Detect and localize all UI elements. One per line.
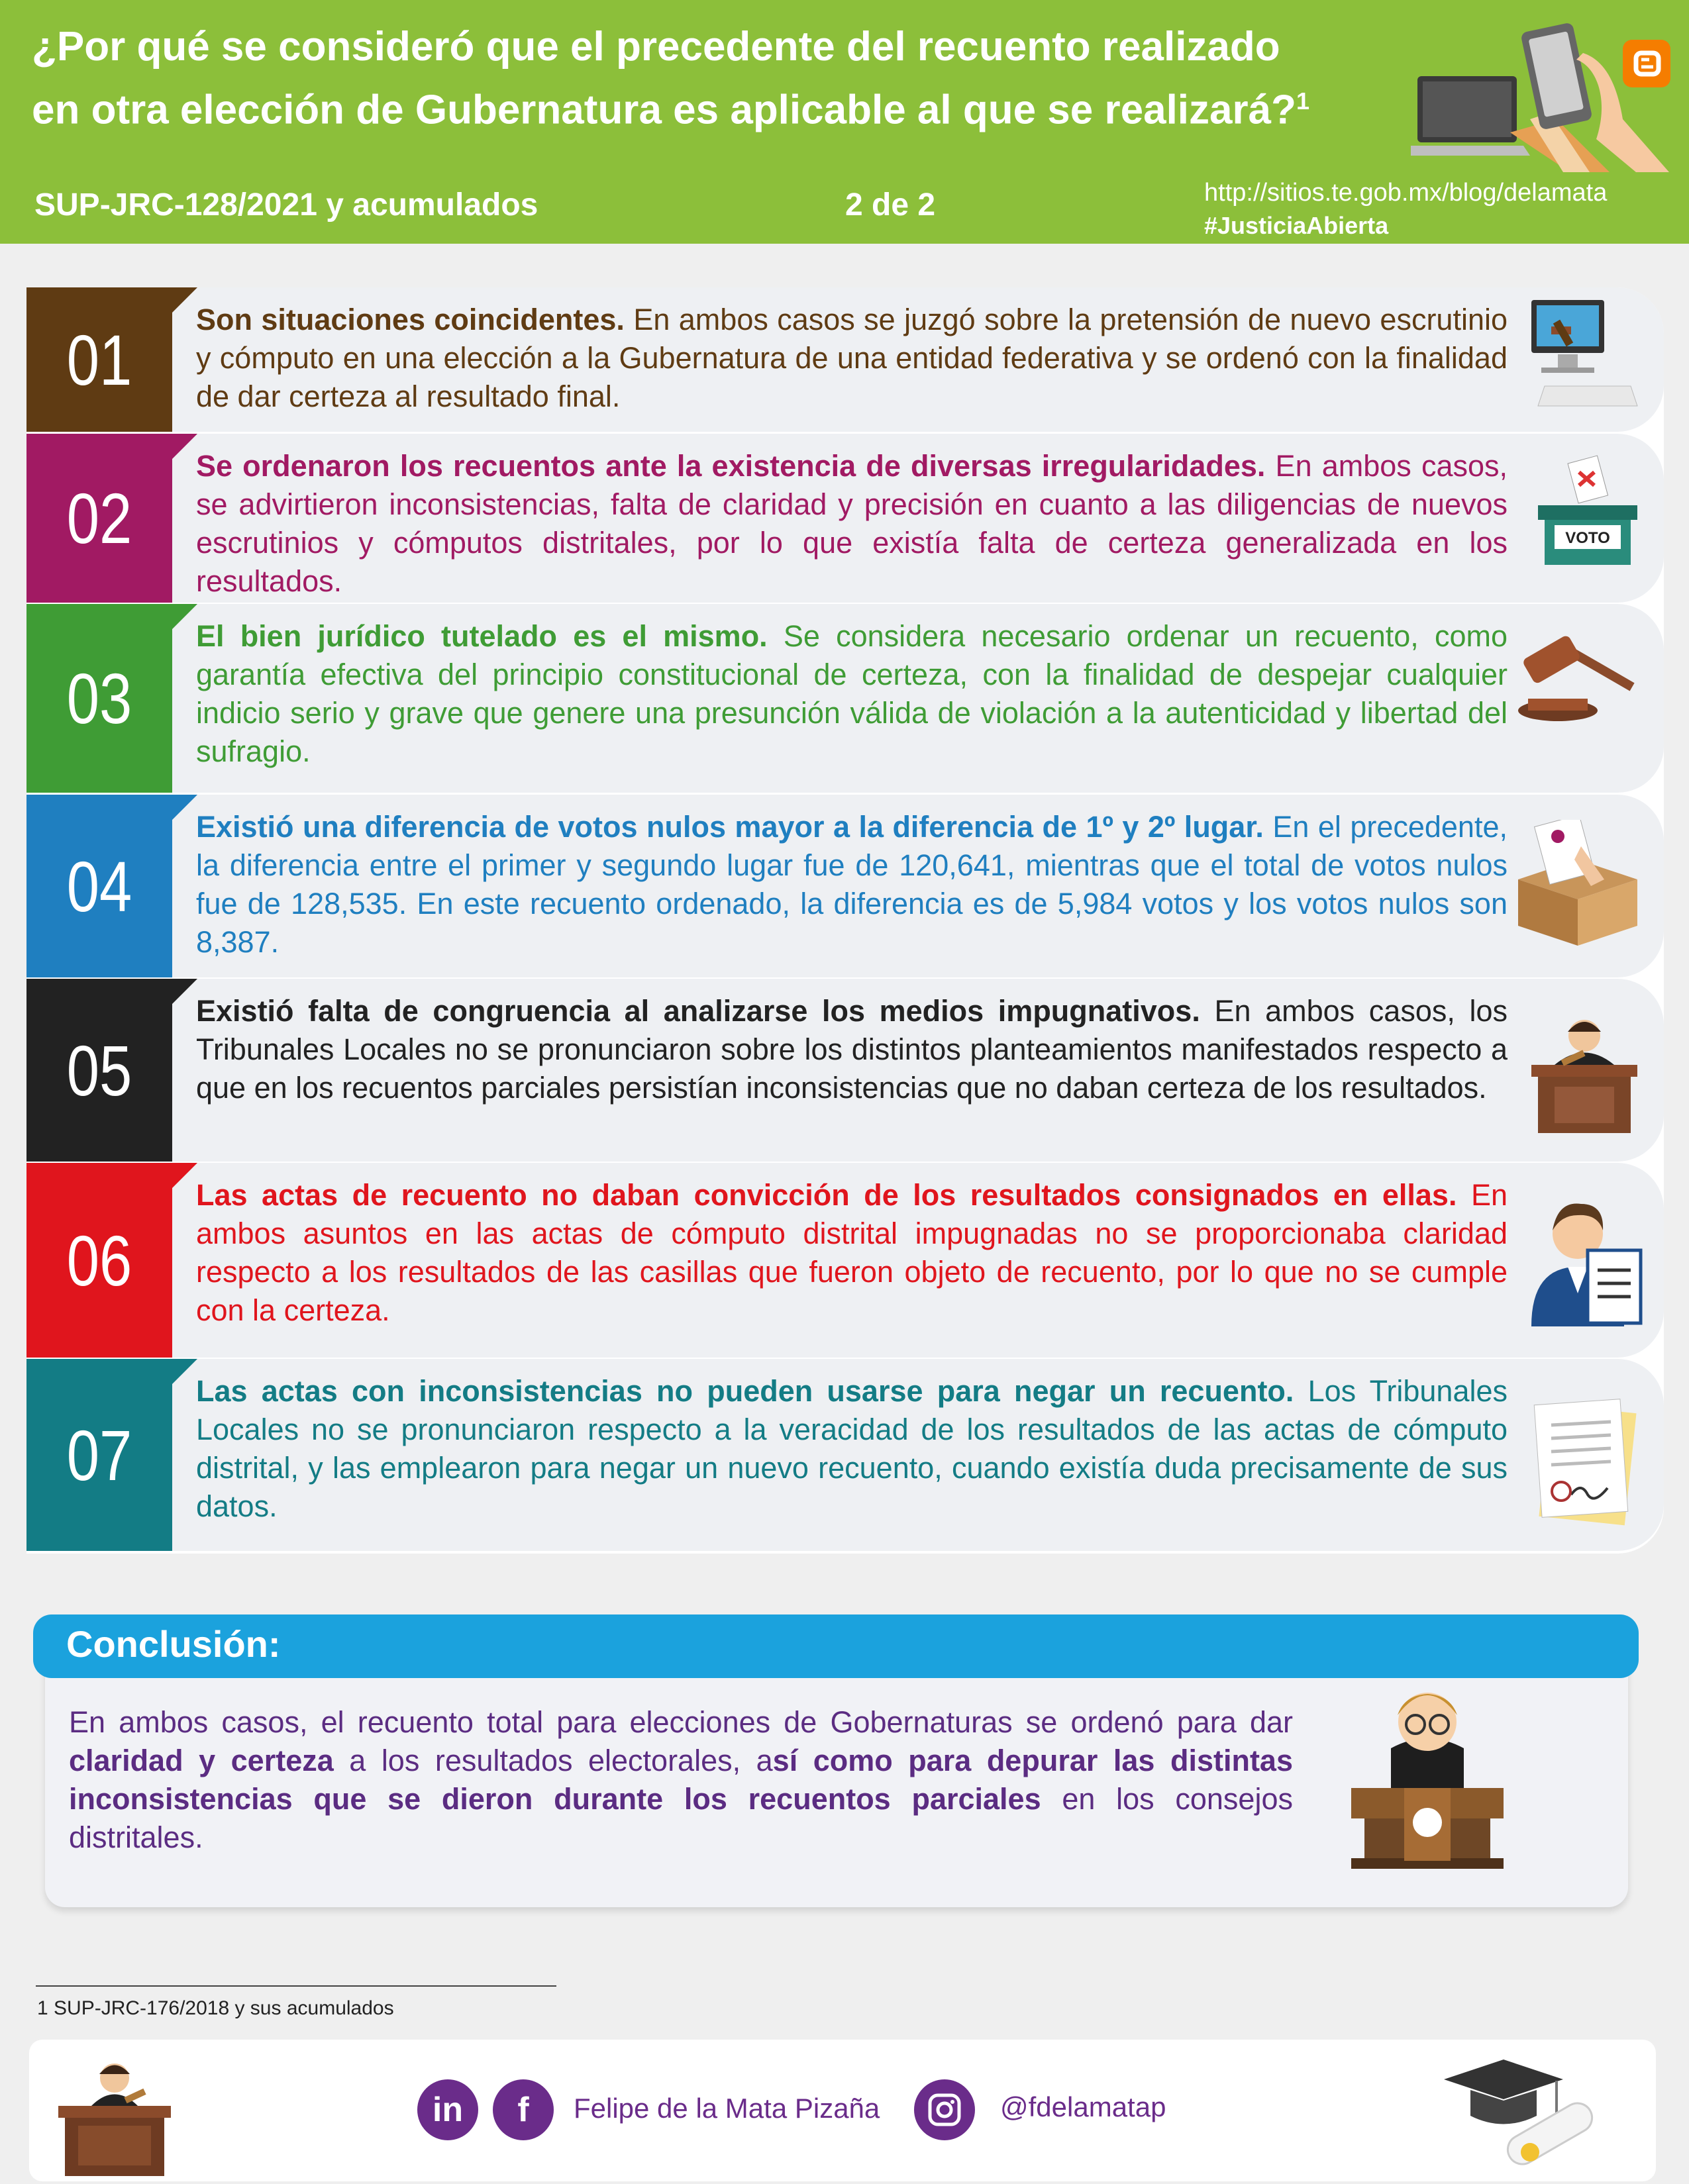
reason-body: En ambos asuntos en las actas de cómputo distrital impugnadas no se proporcionaba claridad respecto a los resultados de las casillas que fueron objeto de recuento, por lo que no se cumple con la certeza. <box>196 1178 1508 1327</box>
conclusion-bold-1: claridad y certeza <box>69 1744 334 1777</box>
author-name: Felipe de la Mata Pizaña <box>574 2093 880 2124</box>
title-line-2 <box>32 74 1390 138</box>
reason-body: En ambos casos se juzgó sobre la pretensión de nuevo escrutinio y cómputo en una elección a la Gubernatura de una entidad federativa y se ordenó con la finalidad de dar certeza al resultado final. <box>196 303 1508 413</box>
reason-number: 04 <box>66 846 132 926</box>
page-indicator: 2 de 2 <box>845 187 936 223</box>
reason-body: Los Tribunales Locales no se pronunciaron respecto a la veracidad de los resultados de las actas de cómputo distrital, y las emplearon para negar un nuevo recuento, cuando existía duda precisamente de sus datos. <box>196 1374 1508 1523</box>
reason-text <box>196 992 1508 1107</box>
page-title <box>32 20 1390 138</box>
reason-body: Se considera necesario ordenar un recuento, como garantía efectiva del principio constitucional de certeza, con la finalidad de despejar cualquier indicio serio y grave que genere una presunción válida de violación a la autenticidad y libertad del sufragio. <box>196 619 1508 768</box>
graduation-cap-diploma-icon <box>1431 2053 1603 2172</box>
reason-heading: Existió una diferencia de votos nulos mayor a la diferencia de 1º y 2º lugar. <box>196 810 1264 844</box>
reason-text <box>196 617 1508 771</box>
conclusion-text-3: en los consejos distritales. <box>69 1782 1293 1854</box>
corner-fold <box>172 1359 197 1384</box>
reason-row-06 <box>26 1163 1664 1358</box>
gavel-icon <box>1511 632 1644 728</box>
reason-row-03 <box>26 604 1664 793</box>
footnote: 1 SUP-JRC-176/2018 y sus acumulados <box>37 1997 394 2019</box>
conclusion-text-2: a los resultados electorales, a <box>333 1744 773 1777</box>
reason-number: 06 <box>66 1220 132 1301</box>
box-document-icon <box>1505 820 1644 949</box>
ballot-box-icon <box>1531 452 1644 575</box>
reason-number: 05 <box>66 1030 132 1111</box>
corner-fold <box>172 979 197 1004</box>
man-document-icon <box>1525 1194 1644 1330</box>
facebook-icon[interactable]: f <box>493 2079 554 2140</box>
reason-text <box>196 1176 1508 1330</box>
reason-number: 01 <box>66 319 132 400</box>
reason-body: En ambos casos, los Tribunales Locales no se pronunciaron sobre los distintos planteamientos manifestados respecto a que en los recuentos parciales persistían inconsistencias que no daban certeza de los resultados. <box>196 994 1508 1105</box>
reason-text <box>196 1372 1508 1526</box>
corner-fold <box>172 287 197 313</box>
title-line-2-text: en otra elección de Gubernatura es aplicable al que se realizará? <box>32 87 1296 133</box>
conclusion-text <box>69 1703 1293 1857</box>
reason-heading: Existió falta de congruencia al analizarse los medios impugnativos. <box>196 994 1200 1028</box>
hashtag: #JusticiaAbierta <box>1204 212 1389 239</box>
reason-row-05 <box>26 979 1664 1162</box>
reason-body: En el precedente, la diferencia entre el primer y segundo lugar fue de 120,641, mientras que el total de votos nulos fue de 128,535. En este recuento ordenado, la diferencia es de 5,984 votos y los votos nulos son 8,387. <box>196 810 1508 959</box>
computer-gavel-icon <box>1518 293 1644 422</box>
instagram-handle[interactable]: @fdelamatap <box>1000 2091 1166 2122</box>
instagram-icon[interactable] <box>914 2079 975 2140</box>
reason-number: 03 <box>66 658 132 738</box>
judge-podium-icon <box>1351 1675 1504 1874</box>
reason-number: 07 <box>66 1415 132 1495</box>
voto-label: VOTO <box>1565 528 1610 547</box>
reason-heading: Las actas de recuento no daban convicción de los resultados consignados en ellas. <box>196 1178 1457 1212</box>
reason-heading: El bien jurídico tutelado es el mismo. <box>196 619 768 653</box>
reason-heading: Se ordenaron los recuentos ante la existencia de diversas irregularidades. <box>196 449 1266 483</box>
reason-row-02 <box>26 434 1664 603</box>
footnote-marker: 1 <box>1296 87 1310 115</box>
corner-fold <box>172 604 197 629</box>
footnote-divider <box>36 1985 556 1987</box>
corner-fold <box>172 795 197 820</box>
judge-bench-icon <box>1525 1004 1644 1140</box>
conclusion-title: Conclusión: <box>66 1623 281 1665</box>
reason-row-01 <box>26 287 1664 432</box>
signed-documents-icon <box>1525 1389 1644 1531</box>
reason-text <box>196 808 1508 962</box>
reason-number: 02 <box>66 478 132 558</box>
blog-url-link[interactable]: http://sitios.te.gob.mx/blog/delamata <box>1204 179 1608 207</box>
conclusion-bold-2: sí como para depurar las distintas inconsistencias que se dieron durante los recuentos parciales <box>69 1744 1293 1816</box>
reason-row-04 <box>26 795 1664 977</box>
laptop-phone-blogger-icon <box>1411 20 1676 172</box>
judge-desk-icon <box>58 2046 171 2179</box>
reason-heading: Son situaciones coincidentes. <box>196 303 625 336</box>
corner-fold <box>172 434 197 459</box>
reason-heading: Las actas con inconsistencias no pueden usarse para negar un recuento. <box>196 1374 1294 1408</box>
case-number: SUP-JRC-128/2021 y acumulados <box>34 187 538 223</box>
reason-text <box>196 447 1508 601</box>
title-line-1: ¿Por qué se consideró que el precedente del recuento realizado <box>32 24 1280 70</box>
reason-row-07 <box>26 1359 1664 1551</box>
reason-body: En ambos casos, se advirtieron inconsistencias, falta de claridad y precisión en cuanto a las diligencias de nuevos escrutinios y cómputos distritales, por lo que existía falta de certeza generalizada en los resultados. <box>196 449 1508 598</box>
linkedin-icon[interactable]: in <box>417 2079 478 2140</box>
corner-fold <box>172 1163 197 1188</box>
conclusion-text-1: En ambos casos, el recuento total para elecciones de Gobernaturas se ordenó para dar <box>69 1705 1293 1739</box>
reason-text <box>196 301 1508 416</box>
